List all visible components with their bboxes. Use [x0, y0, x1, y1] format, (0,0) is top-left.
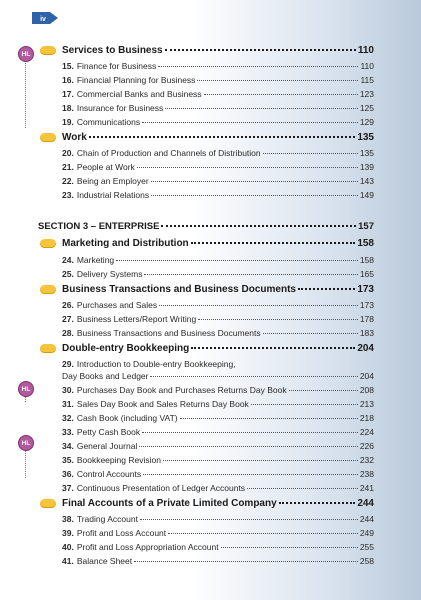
toc-entry[interactable] [62, 371, 374, 381]
page-ref: 244 [357, 498, 374, 509]
page-ref: 115 [360, 75, 374, 85]
entry-title: Business Letters/Report Writing [76, 314, 197, 324]
entry-title: Business Transactions and Business Documents [76, 328, 261, 338]
dot-leader [251, 404, 358, 405]
dot-leader [158, 66, 358, 67]
toc-entry[interactable] [62, 385, 374, 395]
entry-title: Balance Sheet [76, 556, 133, 566]
dot-leader [144, 274, 357, 275]
page-ref: 244 [359, 514, 374, 524]
page-ref: 208 [359, 385, 374, 395]
dot-leader [221, 547, 358, 548]
dot-leader [165, 49, 356, 51]
entry-title: Bookkeeping Revision [76, 455, 161, 465]
entry-title: Business Transactions and Business Documents [62, 284, 296, 295]
entry-title: Introduction to Double-entry Bookkeeping, [76, 359, 236, 369]
chapter-number: 38. [62, 514, 74, 524]
page-ref: 129 [359, 117, 374, 127]
toc-entry[interactable] [62, 455, 374, 465]
dot-leader [142, 432, 358, 433]
page-ref: 241 [359, 483, 374, 493]
toc-unit-heading[interactable] [62, 238, 374, 249]
toc-entry[interactable] [62, 413, 374, 423]
chapter-number: 20. [62, 148, 74, 158]
chapter-number: 22. [62, 176, 74, 186]
dot-leader [289, 390, 358, 391]
toc-entry[interactable] [62, 314, 374, 324]
entry-title: Communications [76, 117, 141, 127]
entry-title: Petty Cash Book [76, 427, 141, 437]
page-ref: 125 [359, 103, 374, 113]
entry-title: Delivery Systems [76, 269, 143, 279]
page-ref: 258 [359, 556, 374, 566]
dot-leader [134, 561, 358, 562]
dot-leader [263, 333, 358, 334]
entry-title: Double-entry Bookkeeping [62, 343, 190, 354]
toc-unit-heading[interactable] [62, 284, 374, 295]
chapter-number: 36. [62, 469, 74, 479]
dot-leader [180, 418, 358, 419]
entry-title: Sales Day Book and Sales Returns Day Book [76, 399, 249, 409]
entry-title: Purchases and Sales [76, 300, 158, 310]
dot-leader [137, 167, 358, 168]
page-ref: 139 [359, 162, 374, 172]
higher-level-icon: HL [18, 46, 34, 62]
page-ref: 255 [359, 542, 374, 552]
chapter-number: 33. [62, 427, 74, 437]
toc-section-heading[interactable] [38, 221, 374, 232]
chapter-number: 27. [62, 314, 74, 324]
chapter-number: 17. [62, 89, 74, 99]
entry-title: Cash Book (including VAT) [76, 413, 178, 423]
toc-entry[interactable] [62, 528, 374, 538]
page-ref: 218 [359, 413, 374, 423]
dot-leader [191, 347, 355, 349]
entry-title: Day Books and Ledger [62, 371, 149, 381]
dot-leader [161, 225, 356, 227]
higher-level-range-line [25, 449, 26, 478]
unit-bullet-icon [40, 285, 56, 294]
chapter-number: 18. [62, 103, 74, 113]
dot-leader [197, 80, 358, 81]
entry-title: Marketing and Distribution [62, 238, 189, 249]
entry-title: Trading Account [76, 514, 138, 524]
entry-title: Purchases Day Book and Purchases Returns Day Book [76, 385, 287, 395]
toc-entry[interactable] [62, 89, 374, 99]
toc-entry[interactable] [62, 556, 374, 566]
toc-entry[interactable] [62, 176, 374, 186]
toc-unit-heading[interactable] [62, 132, 374, 143]
page-ref: 224 [359, 427, 374, 437]
dot-leader [116, 260, 358, 261]
dot-leader [168, 533, 358, 534]
entry-title: Profit and Loss Account [76, 528, 167, 538]
entry-title: Commercial Banks and Business [76, 89, 202, 99]
chapter-number: 35. [62, 455, 74, 465]
entry-title: Financial Planning for Business [76, 75, 196, 85]
dot-leader [140, 519, 358, 520]
higher-level-icon: HL [18, 435, 34, 451]
page-ref: 183 [359, 328, 374, 338]
toc-entry[interactable] [62, 300, 374, 310]
toc-entry[interactable] [62, 269, 374, 279]
dot-leader [139, 446, 358, 447]
dot-leader [150, 376, 357, 377]
page-ref: 173 [357, 284, 374, 295]
chapter-number: 29. [62, 359, 74, 369]
toc-entry[interactable] [62, 542, 374, 552]
chapter-number: 34. [62, 441, 74, 451]
page-ref: 249 [359, 528, 374, 538]
dot-leader [143, 474, 358, 475]
page-ref: 165 [359, 269, 374, 279]
entry-title: Profit and Loss Appropriation Account [76, 542, 219, 552]
toc-entry[interactable] [62, 514, 374, 524]
toc-entry[interactable] [62, 61, 374, 71]
toc-entry[interactable] [62, 190, 374, 200]
toc-entry[interactable] [62, 359, 374, 369]
entry-title: Continuous Presentation of Ledger Accounts [76, 483, 246, 493]
toc-unit-heading[interactable] [62, 343, 374, 354]
page-ref: 149 [359, 190, 374, 200]
higher-level-range-line [25, 60, 26, 128]
chapter-number: 26. [62, 300, 74, 310]
entry-title: SECTION 3 – ENTERPRISE [38, 221, 160, 232]
chapter-number: 37. [62, 483, 74, 493]
dot-leader [165, 108, 358, 109]
entry-title: Work [62, 132, 87, 143]
toc-entry[interactable] [62, 427, 374, 437]
page-ref: 173 [359, 300, 374, 310]
page-number: iv [40, 16, 46, 23]
chapter-number: 30. [62, 385, 74, 395]
entry-title: Being an Employer [76, 176, 149, 186]
dot-leader [279, 502, 356, 504]
chapter-number: 39. [62, 528, 74, 538]
page-ref: 238 [359, 469, 374, 479]
toc-unit-heading[interactable] [62, 45, 374, 56]
toc-entry[interactable] [62, 328, 374, 338]
dot-leader [247, 488, 358, 489]
unit-bullet-icon [40, 133, 56, 142]
dot-leader [204, 94, 358, 95]
entry-title: Industrial Relations [76, 190, 150, 200]
page-ref: 157 [358, 221, 374, 232]
page-ref: 158 [357, 238, 374, 249]
dot-leader [151, 195, 358, 196]
toc-entry[interactable] [62, 162, 374, 172]
toc-entry[interactable] [62, 103, 374, 113]
dot-leader [163, 460, 358, 461]
dot-leader [142, 122, 358, 123]
page-ref: 178 [359, 314, 374, 324]
chapter-number: 15. [62, 61, 74, 71]
dot-leader [89, 136, 355, 138]
dot-leader [191, 242, 356, 244]
entry-title: Finance for Business [76, 61, 157, 71]
page-ref: 143 [359, 176, 374, 186]
page-ref: 158 [359, 255, 374, 265]
entry-title: Final Accounts of a Private Limited Company [62, 498, 277, 509]
chapter-number: 41. [62, 556, 74, 566]
unit-bullet-icon [40, 239, 56, 248]
chapter-number: 32. [62, 413, 74, 423]
chapter-number: 40. [62, 542, 74, 552]
toc-entry[interactable] [62, 483, 374, 493]
dot-leader [151, 181, 358, 182]
chapter-number: 28. [62, 328, 74, 338]
higher-level-icon: HL [18, 381, 34, 397]
entry-title: Insurance for Business [76, 103, 164, 113]
toc-entry[interactable] [62, 75, 374, 85]
page-ref: 213 [359, 399, 374, 409]
entry-title: Services to Business [62, 45, 163, 56]
toc-entry[interactable] [62, 469, 374, 479]
page-ref: 135 [359, 148, 374, 158]
toc-unit-heading[interactable] [62, 498, 374, 509]
unit-bullet-icon [40, 344, 56, 353]
page-ref: 204 [357, 343, 374, 354]
unit-bullet-icon [40, 499, 56, 508]
entry-title: Chain of Production and Channels of Distribution [76, 148, 261, 158]
chapter-number: 21. [62, 162, 74, 172]
dot-leader [298, 288, 355, 290]
page-ref: 110 [357, 45, 374, 56]
chapter-number: 25. [62, 269, 74, 279]
entry-title: People at Work [76, 162, 135, 172]
unit-bullet-icon [40, 46, 56, 55]
chapter-number: 24. [62, 255, 74, 265]
toc-entry[interactable] [62, 441, 374, 451]
page-ref: 232 [359, 455, 374, 465]
entry-title: Marketing [76, 255, 115, 265]
page-ref: 110 [360, 61, 374, 71]
chapter-number: 31. [62, 399, 74, 409]
toc-entry[interactable] [62, 399, 374, 409]
entry-title: General Journal [76, 441, 138, 451]
page-ref: 204 [359, 371, 374, 381]
toc-entry[interactable] [62, 255, 374, 265]
dot-leader [159, 305, 358, 306]
page-ref: 123 [359, 89, 374, 99]
toc-entry[interactable] [62, 148, 374, 158]
toc-entry[interactable] [62, 117, 374, 127]
entry-title: Control Accounts [76, 469, 142, 479]
dot-leader [198, 319, 358, 320]
chapter-number: 19. [62, 117, 74, 127]
chapter-number: 23. [62, 190, 74, 200]
page-ref: 135 [357, 132, 374, 143]
dot-leader [263, 153, 358, 154]
chapter-number: 16. [62, 75, 74, 85]
page-ref: 226 [359, 441, 374, 451]
